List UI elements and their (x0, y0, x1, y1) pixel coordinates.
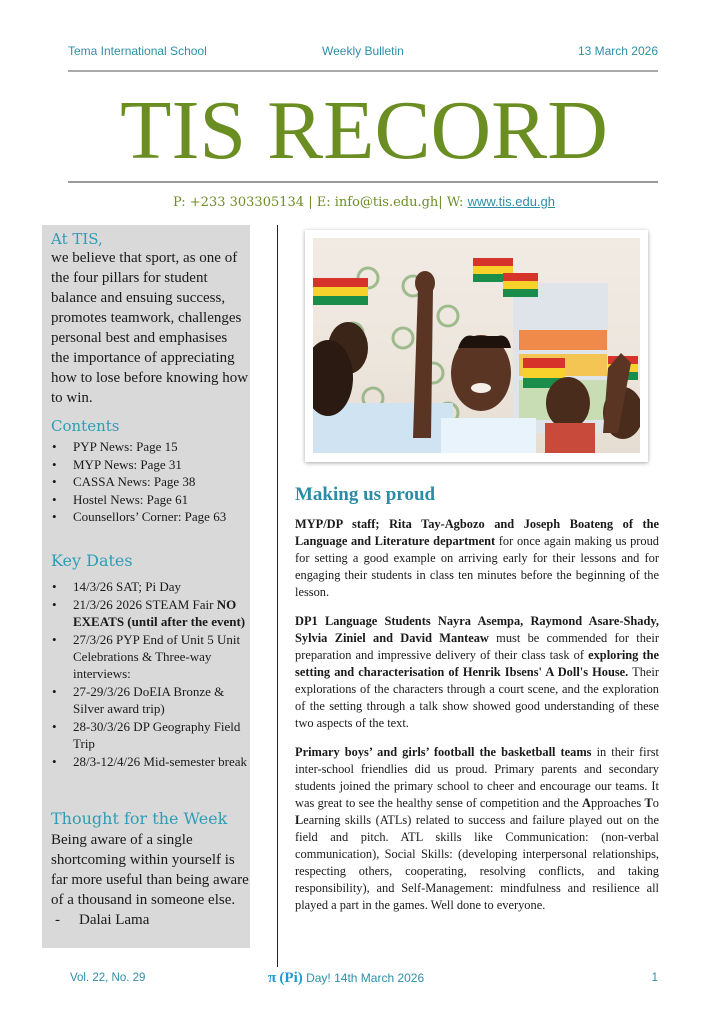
key-date-item: • 27-29/3/26 DoEIA Bronze & Silver award trip) (51, 683, 249, 717)
thought-section (51, 810, 249, 930)
key-date-item: • 28/3-12/4/26 Mid-semester break (51, 753, 249, 770)
web-prefix: W: (446, 195, 468, 210)
email: E: info@tis.edu.gh (316, 195, 439, 210)
website-link[interactable]: www.tis.edu.gh (467, 194, 555, 209)
volume-number: Vol. 22, No. 29 (70, 972, 146, 984)
contents-item: • PYP News: Page 15 (51, 438, 249, 456)
school-name: Tema International School (68, 44, 207, 58)
page-footer (68, 970, 658, 988)
article-paragraph: DP1 Language Students Nayra Asempa, Raymond Asare-Shady, Sylvia Ziniel and David Manteaw must be commended for their preparation and impressive delivery of their class task of exploring the setting and characterisation of Henrik Ibsens' A Doll's House. Their explorations of the characters through a court scene, and the exploration of the setting through a talk show showed good understanding of these two aspects of the text. (295, 614, 660, 730)
column-divider (277, 225, 278, 967)
key-dates-list (51, 578, 249, 770)
page-number: 1 (651, 972, 658, 984)
key-dates-heading: Key Dates (51, 551, 133, 570)
intro-text: we believe that sport, as one of the four pillars for student balance and ensuing success, promotes teamwork, challenges personal best and emphasises the importance of appreciating how to lose before knowing how to win. (51, 250, 249, 406)
contact-line (0, 194, 728, 210)
contents-section (51, 417, 249, 526)
separator: | (304, 195, 317, 210)
masthead-title: TIS RECORD (120, 84, 608, 177)
contents-item: • Counsellors’ Corner: Page 63 (51, 508, 249, 526)
phone: P: +233 303305134 (172, 195, 305, 210)
article-paragraph: MYP/DP staff; Rita Tay-Agbozo and Joseph Boateng of the Language and Literature department for once again making us proud for setting a good example on arriving early for their lessons and for engaging their students in class ten minutes before the beginning of the lesson. (295, 517, 659, 599)
key-dates-section (51, 552, 249, 771)
contents-item: • CASSA News: Page 38 (51, 473, 249, 491)
pi-day-tagline (268, 970, 424, 987)
key-date-item: • 14/3/26 SAT; Pi Day (51, 578, 249, 595)
tagline-text: Day! 14th March 2026 (302, 971, 425, 985)
header-rule (68, 70, 658, 72)
sidebar-intro (51, 230, 249, 408)
contents-heading: Contents (51, 417, 120, 435)
contents-item: • MYP News: Page 31 (51, 456, 249, 474)
photo-frame (305, 230, 648, 462)
thought-author: - Dalai Lama (55, 912, 150, 928)
photo-illustration (313, 238, 640, 453)
article-heading: Making us proud (295, 484, 436, 505)
masthead-rule (68, 181, 658, 183)
contents-list (51, 438, 249, 526)
pi-label: (Pi) (279, 970, 303, 986)
thought-heading: Thought for the Week (51, 809, 228, 828)
publication-name: Weekly Bulletin (322, 44, 404, 58)
key-date-item: • 28-30/3/26 DP Geography Field Trip (51, 718, 249, 752)
issue-date: 13 March 2026 (577, 44, 658, 58)
separator: | (438, 195, 447, 210)
photo-children-with-flags (313, 238, 640, 453)
contents-item: • Hostel News: Page 61 (51, 491, 249, 509)
key-date-item: • 21/3/26 2026 STEAM Fair NO EXEATS (until after the event) (51, 596, 249, 630)
running-header (68, 44, 658, 60)
article-making-us-proud (295, 484, 659, 926)
article-paragraph: Primary boys’ and girls’ football the basketball teams in their first inter-school friendlies did us proud. Primary parents and secondary students joined the primary school to cheer and encourage our teams. It was great to see the healthy sense of competition and the Approaches To Learning skills (ATLs) related to success and failure played out on the field and pitch. ATL skills like Communication: (non-verbal communication), Social Skills: (developing interpersonal relationships, respecting others, cooperating, resolving conflicts, and taking responsibility), and Self-Management: mindfulness and resilience all played a part in the games. Well done to everyone. (295, 745, 659, 912)
thought-quote: Being aware of a single shortcoming within yourself is far more useful than being aware of a thousand in someone else. (51, 832, 249, 908)
sidebar (42, 225, 250, 948)
pi-symbol-icon: π (268, 970, 277, 986)
key-date-item: • 27/3/26 PYP End of Unit 5 Unit Celebrations & Three-way interviews: (51, 631, 249, 682)
intro-heading: At TIS, (51, 230, 103, 248)
